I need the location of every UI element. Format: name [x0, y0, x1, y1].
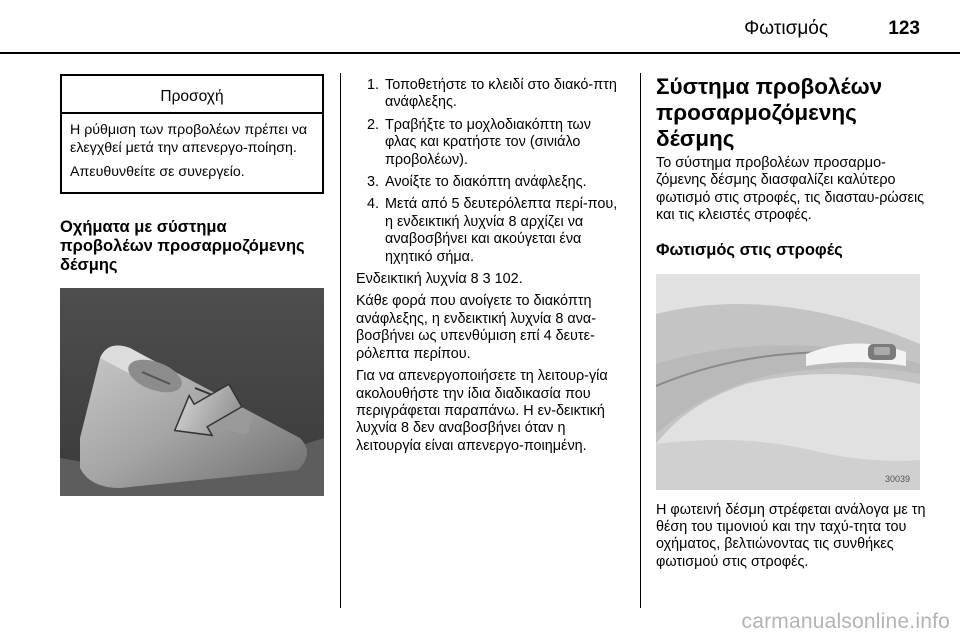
- list-item: [356, 174, 624, 191]
- caution-paragraph: Απευθυνθείτε σε συνεργείο.: [70, 164, 245, 180]
- step-text: Ανοίξτε το διακόπτη ανάφλεξης.: [385, 174, 587, 191]
- section-heading-vehicles: Οχήματα με σύστημα προβολέων προσαρμοζόμενης δέσμης: [60, 217, 305, 274]
- cornering-text: Η φωτεινή δέσμη στρέφεται ανάλογα με τη θέση του τιμονιού και την ταχύ-τητα του οχήματος, βελτιώνοντας τις συνθήκες φωτισμού στις στροφές.: [656, 501, 926, 570]
- step-number: 2.: [367, 116, 380, 133]
- page-number: 123: [888, 18, 920, 39]
- stalk-illustration: [60, 288, 324, 496]
- section-heading-cornering: Φωτισμός στις στροφές: [656, 240, 843, 259]
- column-divider-2: [640, 73, 641, 608]
- column-3: [656, 74, 932, 576]
- paragraph-deactivate: Για να απενεργοποιήσετε τη λειτουρ-γία ακολουθήστε την ίδια διαδικασία που περιγράφεται παραπάνω. Η εν-δεικτική λυχνία 8 δεν αναβοσβήνει όταν η λειτουργία είναι απενεργο-ποιημένη.: [356, 368, 608, 454]
- paragraph-ignition: Κάθε φορά που ανοίγετε το διακόπτη ανάφλεξης, η ενδεικτική λυχνία 8 ανα-βοσβήνει ως υπενθύμιση επί 4 δευτε-ρόλεπτα περίπου.: [356, 293, 597, 362]
- indicator-reference: Ενδεικτική λυχνία 8 3 102.: [356, 271, 523, 288]
- page-header-title: Φωτισμός: [744, 18, 828, 39]
- column-1: [60, 74, 324, 496]
- header-rule: [0, 52, 960, 54]
- cornering-illustration: [656, 274, 920, 490]
- caution-box: [60, 74, 324, 194]
- steps-list: [356, 77, 624, 266]
- step-number: 4.: [367, 196, 380, 213]
- caution-body: [62, 114, 322, 192]
- list-item: [356, 77, 624, 112]
- column-2: [356, 74, 624, 460]
- figure-code: 30039: [884, 473, 910, 484]
- stalk-illustration-svg: [60, 288, 324, 496]
- list-item: [356, 117, 624, 169]
- list-item: [356, 196, 624, 266]
- column-divider-1: [340, 73, 341, 608]
- afl-intro: Το σύστημα προβολέων προσαρμο-ζόμενης δέσμης διασφαλίζει καλύτερο φωτισμό στις στροφές, τις διασταυ-ρώσεις και τις κλειστές στροφές.: [656, 155, 925, 224]
- step-number: 1.: [367, 77, 380, 93]
- section-heading-afl: Σύστημα προβολέων προσαρμοζόμενης δέσμης: [656, 74, 883, 151]
- caution-paragraph: Η ρύθμιση των προβολέων πρέπει να ελεγχθεί μετά την απενεργο-ποίηση.: [70, 122, 308, 156]
- caution-title: Προσοχή: [160, 88, 224, 105]
- step-number: 3.: [367, 174, 380, 191]
- step-text: Μετά από 5 δευτερόλεπτα περί-που, η ενδεικτική λυχνία 8 αρχίζει να αναβοσβήνει και ακούγεται ένα ηχητικό σήμα.: [385, 196, 618, 265]
- step-text: Τοποθετήστε το κλειδί στο διακό-πτη ανάφλεξης.: [385, 77, 617, 111]
- step-text: Τραβήξτε το μοχλοδιακόπτη των φλας και κρατήστε τον (σινιάλο προβολέων).: [385, 116, 591, 168]
- cornering-illustration-svg: [656, 274, 920, 490]
- watermark: carmanualsonline.info: [741, 610, 950, 633]
